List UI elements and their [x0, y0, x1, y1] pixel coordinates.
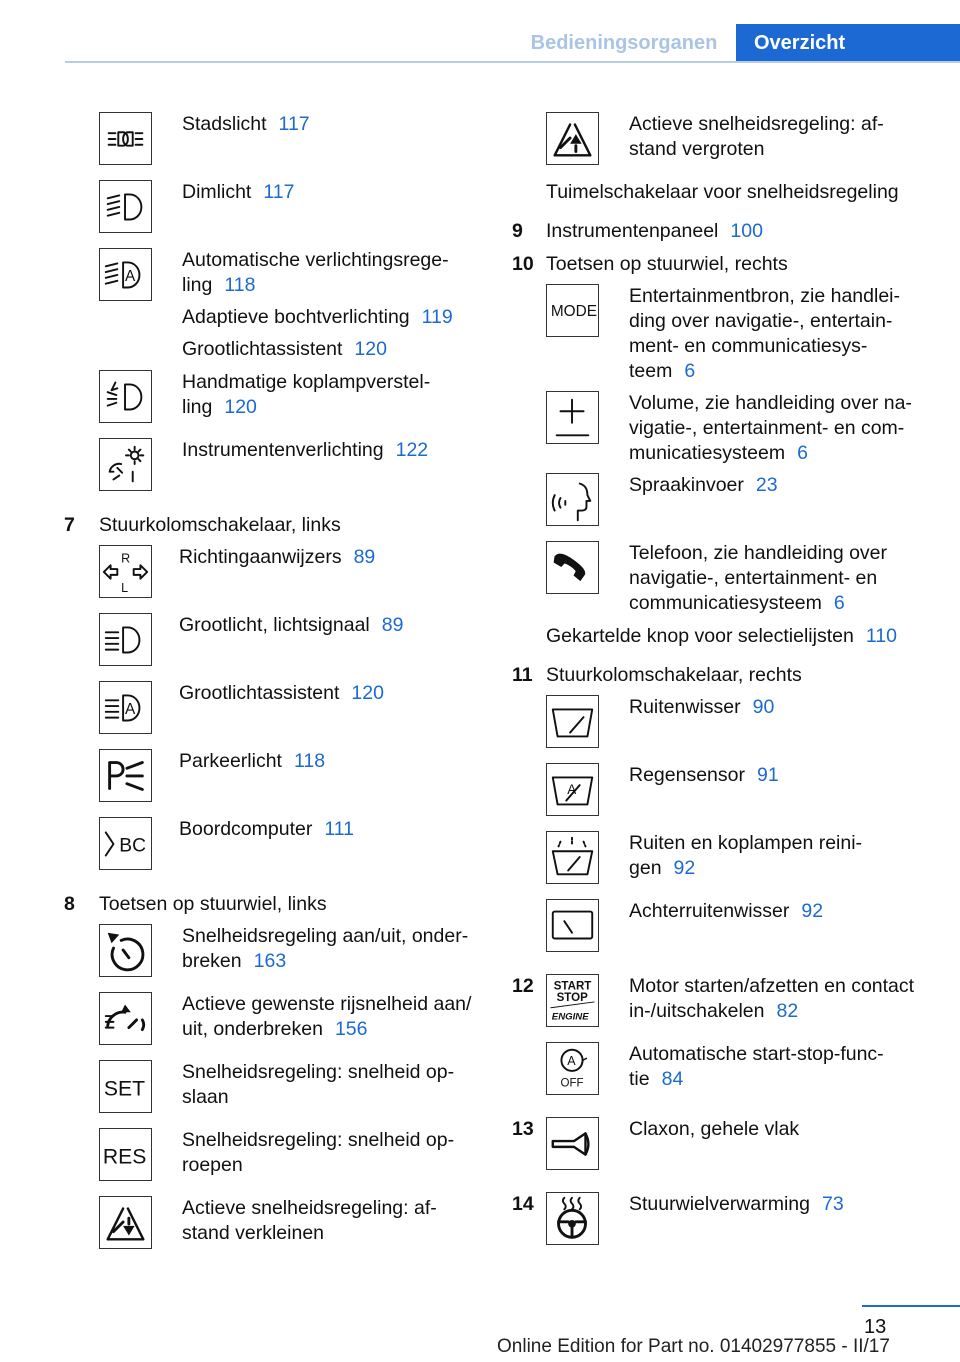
list-item: Adaptieve bochtverlichting 119 [182, 306, 453, 328]
list-item: Richtingaanwijzers 89 [179, 546, 376, 568]
svg-text:L: L [121, 581, 129, 596]
list-item: Motor starten/afzetten en contact in-/uitschakelen 82 [629, 975, 915, 1022]
header-divider [65, 61, 960, 63]
svg-text:STOP: STOP [556, 991, 588, 1004]
res-icon [99, 1128, 152, 1181]
page-ref[interactable]: 117 [263, 181, 295, 203]
low-beam-icon [99, 180, 152, 233]
svg-text:RES: RES [102, 1145, 147, 1169]
distance-decrease-icon [99, 1196, 152, 1249]
page-ref[interactable]: 82 [776, 1000, 799, 1022]
svg-text:START: START [553, 980, 592, 993]
page-ref[interactable]: 118 [224, 274, 256, 296]
list-item: Spraakinvoer 23 [629, 474, 778, 496]
list-item: Grootlichtassistent 120 [182, 338, 387, 360]
item-title: Stuurkolomschakelaar, rechts [546, 664, 802, 686]
svg-text:SET: SET [103, 1077, 146, 1101]
volume-icon [546, 391, 599, 444]
item-number: 8 [64, 893, 75, 915]
turn-signal-icon [99, 545, 152, 598]
item-title: Stuurkolomschakelaar, links [99, 514, 341, 536]
list-item: Parkeerlicht 118 [179, 750, 326, 772]
list-item: Stuurwielverwarming 73 [629, 1193, 844, 1215]
list-item: Actieve snelheidsregeling: af- stand verkleinen [182, 1197, 437, 1244]
horn-icon [546, 1117, 599, 1170]
svg-text:OFF: OFF [560, 1077, 584, 1090]
item-title: Toetsen op stuurwiel, links [99, 893, 327, 915]
page-ref[interactable]: 84 [661, 1068, 684, 1090]
parking-lamp-icon [99, 749, 152, 802]
list-item: Telefoon, zie handleiding over navigatie-, entertainment- en communicatiesysteem 6 [629, 542, 888, 614]
instrument-lighting-icon [99, 438, 152, 491]
page-ref[interactable]: 100 [730, 220, 763, 242]
page-ref[interactable]: 23 [755, 474, 778, 496]
svg-text:A: A [125, 267, 136, 285]
list-item: Regensensor 91 [629, 764, 779, 786]
item-number: 11 [512, 664, 533, 686]
list-item: Gekartelde knop voor selectielijsten 110 [546, 625, 897, 647]
page-ref[interactable]: 120 [351, 682, 384, 704]
page-ref[interactable]: 73 [821, 1193, 844, 1215]
parking-light-icon [99, 112, 152, 165]
item-number: 14 [512, 1193, 534, 1215]
mode-icon [546, 284, 599, 337]
list-item: Automatische start-stop-func- tie 84 [629, 1043, 884, 1090]
cruise-control-icon [99, 924, 152, 977]
page-ref[interactable]: 6 [833, 592, 845, 614]
rear-wiper-icon [546, 899, 599, 952]
wiper-icon [546, 695, 599, 748]
svg-text:A: A [125, 700, 136, 718]
item-number: 12 [512, 975, 534, 997]
item-title: Instrumentenpaneel 100 [546, 220, 763, 242]
list-item: Dimlicht 117 [182, 181, 295, 203]
list-item: Actieve gewenste rijsnelheid aan/ uit, onderbreken 156 [182, 993, 472, 1040]
list-item: Achterruitenwisser 92 [629, 900, 824, 922]
page-ref[interactable]: 92 [673, 857, 696, 879]
washer-icon [546, 831, 599, 884]
list-item: Automatische verlichtingsrege- ling 118 [182, 249, 449, 296]
auto-headlight-icon [99, 248, 152, 301]
page-ref[interactable]: 118 [293, 750, 326, 772]
list-item: Actieve snelheidsregeling: af- stand vergroten [629, 113, 884, 160]
footer-divider [862, 1305, 960, 1307]
list-item: Entertainmentbron, zie handlei- ding over navigatie-, entertain- ment- en communicatiesys- teem 6 [629, 285, 900, 382]
page-number: 13 [864, 1316, 887, 1338]
svg-text:A: A [567, 1054, 576, 1069]
svg-text:BC: BC [119, 835, 146, 857]
item-number: 7 [64, 514, 75, 536]
page-ref[interactable]: 6 [797, 442, 808, 464]
list-item: Claxon, gehele vlak [629, 1118, 800, 1140]
page-ref[interactable]: 110 [865, 625, 897, 647]
page-ref[interactable]: 119 [421, 306, 453, 328]
high-beam-icon [99, 613, 152, 666]
start-stop-button-icon [546, 974, 599, 1027]
active-cruise-icon [99, 992, 152, 1045]
section-title: Bedieningsorganen [530, 32, 718, 54]
page-ref[interactable]: 91 [757, 764, 779, 786]
list-item: Tuimelschakelaar voor snelheidsregeling [546, 181, 899, 203]
page-ref[interactable]: 6 [684, 360, 696, 382]
set-icon [99, 1060, 152, 1113]
list-item: Ruiten en koplampen reini- gen 92 [629, 832, 863, 879]
list-item: Snelheidsregeling: snelheid op- roepen [182, 1129, 455, 1176]
item-title: Toetsen op stuurwiel, rechts [546, 253, 788, 275]
page-ref[interactable]: 89 [381, 614, 404, 636]
rain-sensor-icon [546, 763, 599, 816]
high-beam-assist-icon [99, 681, 152, 734]
list-item: Volume, zie handleiding over na- vigatie-, entertainment- en com- municatiesysteem 6 [629, 392, 912, 464]
auto-start-stop-icon [546, 1042, 599, 1095]
page-ref[interactable]: 90 [752, 696, 775, 718]
item-number: 9 [512, 220, 523, 242]
headlight-range-icon [99, 370, 152, 423]
list-item: Instrumentenverlichting 122 [182, 439, 429, 461]
page-ref[interactable]: 122 [395, 439, 429, 461]
page-ref[interactable]: 120 [224, 396, 257, 418]
list-item: Snelheidsregeling: snelheid op- slaan [182, 1061, 455, 1108]
phone-icon [546, 541, 599, 594]
edition-note: Online Edition for Part no. 01402977855 - II/17 [497, 1336, 890, 1357]
steering-wheel-heating-icon [546, 1192, 599, 1245]
svg-text:ENGINE: ENGINE [551, 1011, 589, 1023]
list-item: Grootlicht, lichtsignaal 89 [179, 614, 404, 636]
page-ref[interactable]: 156 [334, 1018, 368, 1040]
page-ref[interactable]: 163 [253, 950, 287, 972]
page-ref[interactable]: 89 [353, 546, 376, 568]
page-ref[interactable]: 111 [324, 818, 354, 840]
item-number: 13 [512, 1118, 534, 1140]
page-ref[interactable]: 120 [354, 338, 387, 360]
list-item: Boordcomputer 111 [179, 818, 354, 840]
page-ref[interactable]: 92 [801, 900, 824, 922]
item-number: 10 [512, 253, 534, 275]
board-computer-icon [99, 817, 152, 870]
tab-overview[interactable]: Overzicht [736, 24, 960, 61]
voice-input-icon [546, 473, 599, 526]
page-ref[interactable]: 117 [278, 113, 310, 135]
list-item: Stadslicht 117 [182, 113, 310, 135]
list-item: Grootlichtassistent 120 [179, 682, 384, 704]
svg-text:MODE: MODE [550, 302, 597, 320]
distance-increase-icon [546, 112, 599, 165]
list-item: Snelheidsregeling aan/uit, onder- breken 163 [182, 925, 469, 972]
list-item: Ruitenwisser 90 [629, 696, 775, 718]
list-item: Handmatige koplampverstel- ling 120 [182, 371, 431, 418]
svg-text:A: A [567, 781, 577, 797]
svg-text:R: R [121, 551, 131, 566]
